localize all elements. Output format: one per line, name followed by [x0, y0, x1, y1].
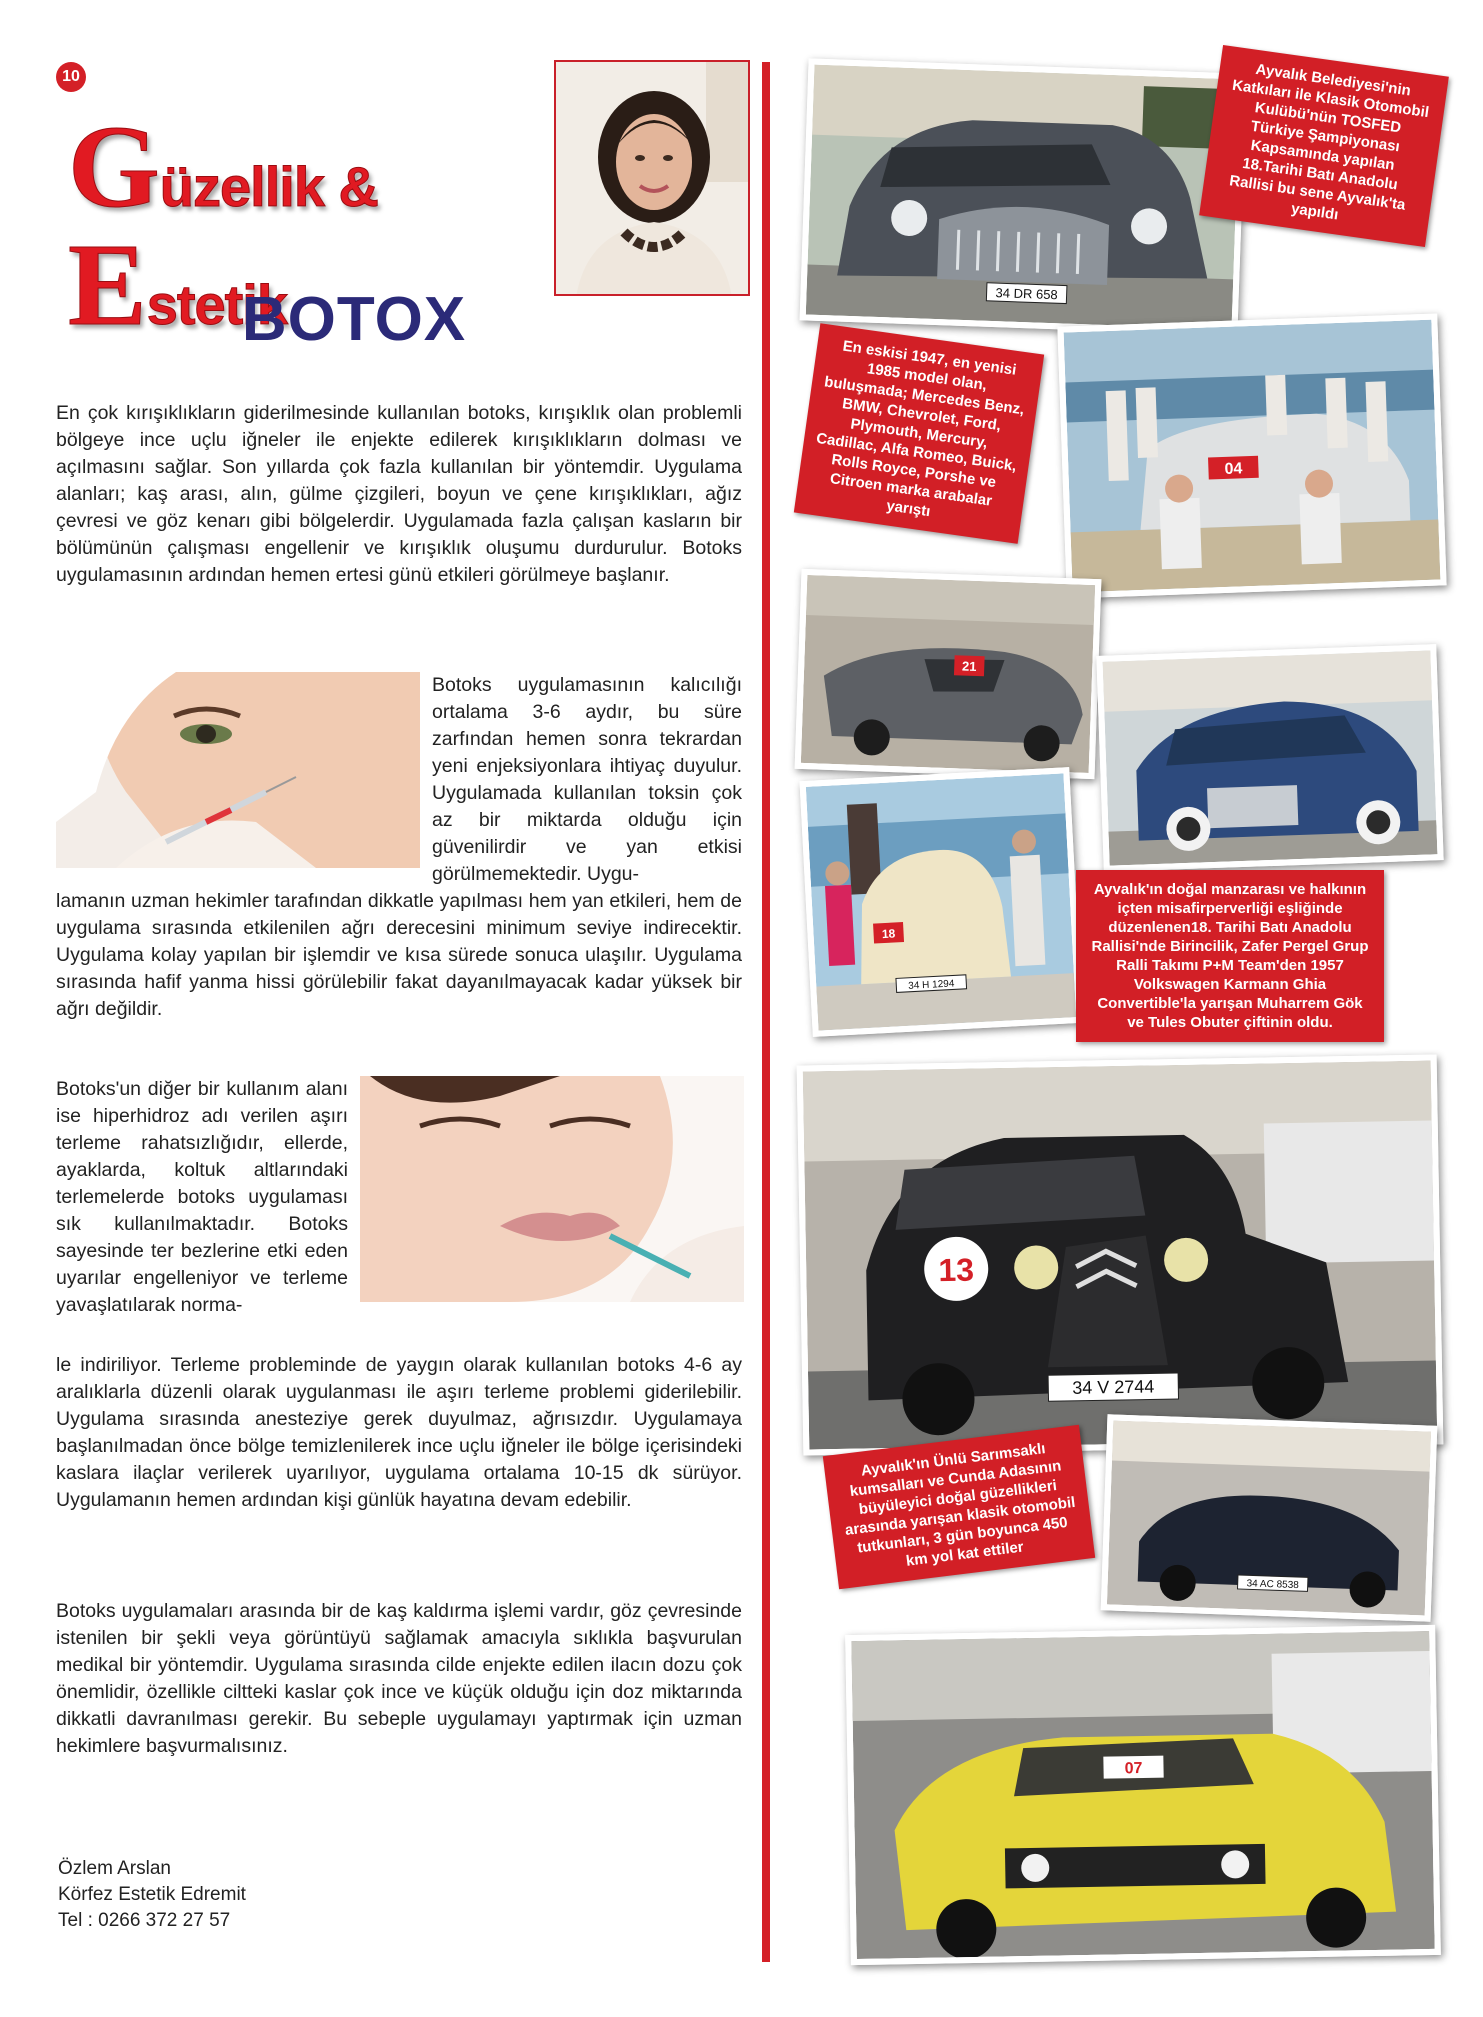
photo-citroen-traction	[797, 1054, 1444, 1455]
photo-karmann-team	[1057, 313, 1446, 598]
injection-photo	[56, 672, 420, 868]
title-cap-g: G	[68, 101, 160, 232]
injection-face-image	[56, 672, 420, 868]
karmann-team-image	[1064, 320, 1441, 593]
2cv-plate: 34 H 1294	[908, 978, 955, 992]
photo-dodge	[845, 1625, 1441, 1965]
rally-caption-4: Ayvalık'ın Ünlü Sarımsaklı kumsalları ve Cunda Adasının büyüleyici doğal güzellikleri arasında yarışan klasik otomobil tutkunları, 3 gün boyunca 450 km yol kat ettiler	[823, 1425, 1095, 1589]
cobra-plate: 34 AC 8538	[1246, 1578, 1299, 1592]
traction-plate: 34 V 2744	[1072, 1376, 1155, 1398]
karmann-race-number: 04	[1224, 460, 1243, 478]
article-headline: BOTOX	[241, 285, 467, 354]
dodge-car-image	[851, 1631, 1434, 1959]
photo-blue-classic	[1096, 644, 1443, 872]
lips-injection-image	[360, 1076, 744, 1302]
corvette-car-image	[801, 575, 1095, 773]
signature-phone: Tel : 0266 372 27 57	[58, 1910, 231, 1931]
title-rest-2: stetik	[146, 273, 288, 336]
signature-company: Körfez Estetik Edremit	[58, 1884, 246, 1905]
column-divider	[762, 62, 770, 1962]
rally-caption-1: Ayvalık Belediyesi'nin Katkıları ile Klasik Otomobil Kulübü'nün TOSFED Türkiye Şampiyonası Kapsamında yapılan 18.Tarihi Batı Anadolu Rallisi bu sene Ayvalık'ta yapıldı	[1199, 45, 1449, 247]
rally-caption-3: Ayvalık'ın doğal manzarası ve halkının içten misafirperverliği eşliğinde düzenlenen18. Tarihi Batı Anadolu Rallisi'nde Birincilik, Zafer Pergel Grup Ralli Takımı P+M Team'den 1957 Volkswagen Karmann Ghia Convertible'la yarışan Muharrem Gök ve Tules Obuter çiftinin oldu.	[1076, 870, 1384, 1042]
article-paragraph-3b: le indiriliyor. Terleme probleminde de yaygın olarak kullanılan botoks 4-6 ay aralıklarla düzenli olarak uygulanması ile aşırı terleme problemi giderilebilir. Uygulama sırasında anesteziye gerek duyulmaz, ağrısızdır. Uygulamaya başlanılmadan önce bölge temizlenilerek ince uçlu iğneler ile bölge içerisindeki kaslara ilaçlar verilerek uyarılıyor, uygulama ortalama 10-15 dk sürüyor. Uygulamanın hemen ardından kişi günlük hayatına devam edebilir.	[56, 1354, 742, 1511]
rally-caption-2: En eskisi 1947, en yenisi 1985 model olan, buluşmada; Mercedes Benz, BMW, Chevrolet, Ford, Plymouth, Mercury, Cadillac, Alfa Romeo, Buick, Rolls Royce, Porshe ve Citroen marka arabalar yarıştı	[794, 323, 1044, 544]
title-rest-1: üzellik &	[159, 155, 378, 218]
traction-race-number: 13	[938, 1251, 975, 1289]
signature-name: Özlem Arslan	[58, 1858, 171, 1879]
buick-car-image	[806, 65, 1240, 330]
signature	[58, 1856, 246, 1934]
corvette-race-number: 21	[961, 658, 977, 674]
citroen-2cv-image	[806, 773, 1076, 1030]
article-paragraph-3a: Botoks'un diğer bir kullanım alanı ise hiperhidroz adı verilen aşırı terleme rahatsızlığıdır, ellerde, ayaklarda, koltuk altlarındaki terlemelerde botoks uygulaması sık kullanılmaktadır. Botoks sayesinde ter bezlerine etki eden uyarılar engelleniyor ve terleme yavaşlatılarak norma-	[56, 1078, 348, 1316]
article-paragraph-4: Botoks uygulamaları arasında bir de kaş kaldırma işlemi vardır, göz çevresinde istenilen bir şekli veya görüntüyü sağlamak amacıyla sıklıkla başvurulan medikal bir yöntemdir. Uygulama sırasında cilde enjekte edilen ilacın dozu çok önemlidir, özellikle ciltteki kaslar çok ince ve küçük olduğu için doz miktarında dikkatli davranılması gerekir. Bu sebeple uygulamayı yaptırmak için uzman hekimlere başvurmalısınız.	[56, 1600, 742, 1757]
buick-plate: 34 DR 658	[995, 285, 1058, 303]
title-cap-e: E	[68, 219, 147, 350]
photo-buick	[800, 58, 1247, 335]
article-paragraph-1: En çok kırışıklıkların giderilmesinde kullanılan botoks, kırışıklık olan problemli bölgeye ince uçlu iğneler ile enjekte edilerek kırışıklıkların dolması ve açılmasını sağlar. Son yıllarda çok fazla kullanılan bir yöntemdir. Uygulama alanları; kaş arası, alın, gülme çizgileri, boyun ve çene kırışıklıkları, ağız çevresi ve göz kenarı gibi bölgelerdir. Uygulamada fazla çalışan kasların bir bölümünün çalışması engellenir ve kırışıklık oluşumu durdurulur. Botoks uygulamasının ardından hemen ertesi günü etkileri görülmeye başlanır.	[56, 402, 742, 586]
cobra-car-image	[1107, 1421, 1431, 1616]
dodge-race-number: 07	[1124, 1760, 1143, 1778]
2cv-race-number: 18	[881, 926, 896, 942]
lips-photo	[360, 1076, 744, 1302]
author-photo	[554, 60, 750, 296]
photo-corvette	[795, 569, 1102, 779]
citroen-traction-image	[803, 1061, 1438, 1450]
author-portrait-image	[556, 62, 750, 296]
photo-2cv	[799, 767, 1082, 1037]
blue-classic-car-image	[1103, 650, 1438, 865]
page-number: 10	[56, 62, 86, 92]
article-paragraph-2a: Botoks uygulamasının kalıcılığı ortalama 3-6 aydır, bu süre zarfından hemen sonra tekrardan yeni enjeksiyonlara ihtiyaç duyulur. Uygulamada kullanılan toksin çok az bir miktarda olduğu için güvenilirdir ve yan etkisi görülmemektedir. Uygu-	[432, 674, 742, 885]
article-paragraph-2b: lamanın uzman hekimler tarafından dikkatle yapılması hem yan etkileri, hem de uygulama sırasında etkilenilen ağrı derecesini minimum seviye indirecektir. Uygulama kolay yapılan bir işlemdir ve kısa sürede sonuca ulaşılır. Uygulama sırasında hafif yanma hissi görülebilir fakat dayanılmayacak kadar yüksek bir ağrı değildir.	[56, 890, 742, 1020]
photo-cobra	[1101, 1414, 1438, 1621]
